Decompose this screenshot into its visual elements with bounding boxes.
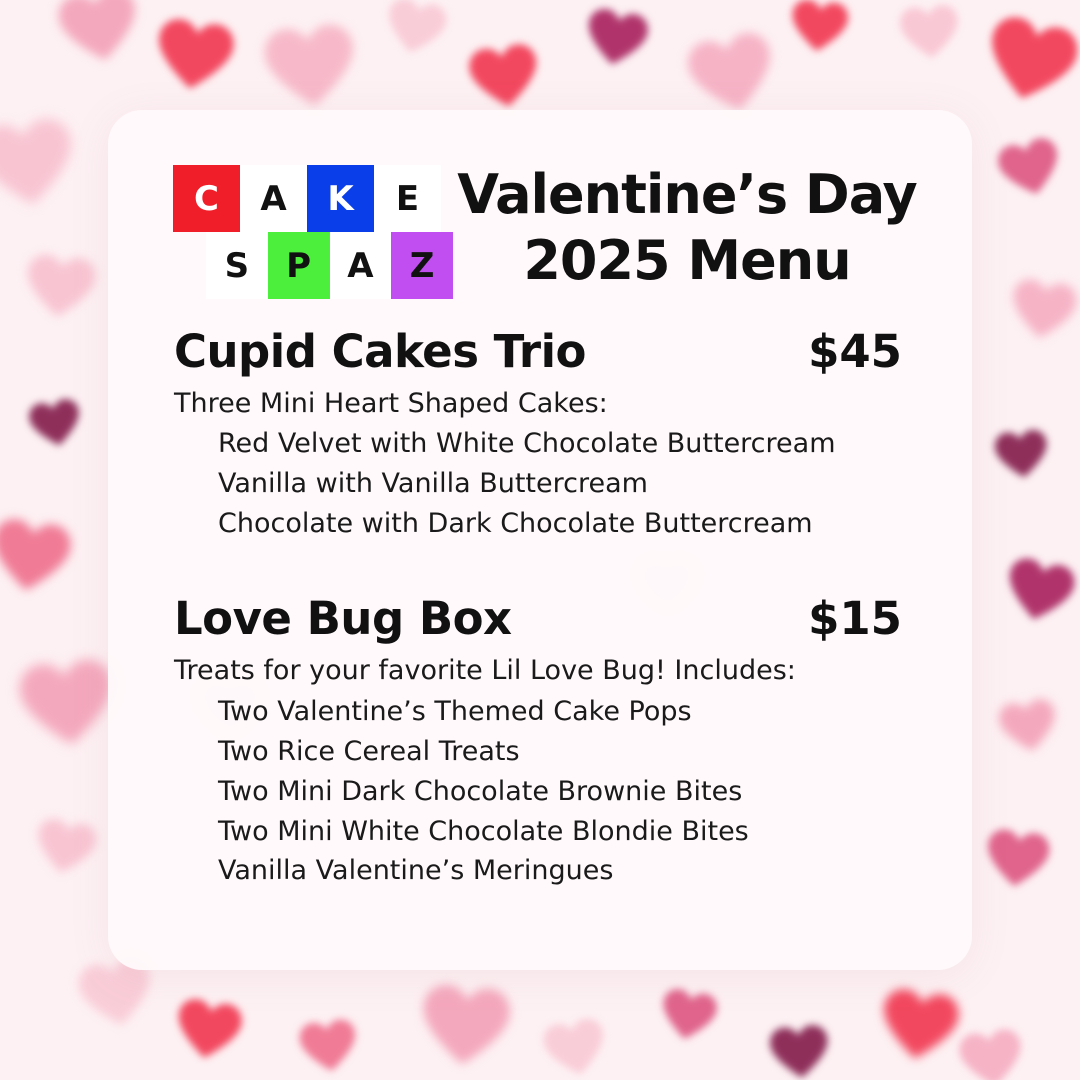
heart-icon: [540, 1015, 613, 1080]
menu-item-price: $45: [808, 325, 902, 378]
menu-item-header: [174, 592, 910, 645]
logo-tile-a-0-1: A: [240, 165, 307, 232]
heart-icon: [297, 1017, 362, 1080]
heart-icon: [30, 815, 100, 885]
menu-card: [108, 110, 972, 970]
heart-icon: [26, 396, 86, 456]
heart-icon: [656, 986, 721, 1051]
heart-icon: [170, 995, 246, 1071]
menu-item-subtitle: Three Mini Heart Shaped Cakes:: [174, 388, 608, 419]
list-item: Vanilla with Vanilla Buttercream: [218, 468, 648, 500]
heart-icon: [0, 515, 75, 605]
heart-icon: [992, 427, 1051, 486]
heart-icon: [981, 826, 1052, 897]
heart-icon: [54, 0, 147, 76]
heart-icon: [416, 981, 514, 1079]
heart-icon: [999, 554, 1080, 635]
list-item: Vanilla Valentine’s Meringues: [218, 855, 614, 887]
logo-tile-p-1-1: P: [268, 232, 330, 299]
logo-row-spaz: [206, 232, 453, 299]
heart-icon: [0, 114, 82, 222]
list-item: Chocolate with Dark Chocolate Buttercream: [218, 508, 813, 540]
heart-icon: [897, 2, 962, 67]
list-item: Two Mini Dark Chocolate Brownie Bites: [218, 775, 743, 807]
heart-icon: [22, 252, 99, 329]
title-line-1: Valentine’s Day: [457, 163, 917, 226]
heart-icon: [956, 1026, 1028, 1080]
menu-item-details: [174, 692, 910, 892]
heart-icon: [975, 10, 1080, 119]
logo-tile-a-1-2: A: [330, 232, 392, 299]
heart-icon: [767, 1022, 832, 1080]
list-item: Two Mini White Chocolate Blondie Bites: [218, 815, 749, 847]
menu-item-love-bug-box: [174, 592, 910, 891]
menu-item-header: [174, 325, 910, 378]
heart-icon: [150, 15, 238, 103]
card-header: [108, 110, 972, 310]
menu-list: [108, 325, 972, 921]
logo-tile-e-0-3: E: [374, 165, 441, 232]
menu-item-name: Cupid Cakes Trio: [174, 325, 586, 378]
menu-item-details: [174, 424, 910, 544]
logo-tile-z-1-3: Z: [391, 232, 453, 299]
heart-icon: [260, 20, 361, 121]
heart-icon: [379, 0, 450, 66]
list-item: Two Rice Cereal Treats: [218, 735, 520, 767]
heart-icon: [580, 5, 652, 77]
heart-icon: [875, 985, 963, 1073]
heart-icon: [15, 655, 121, 761]
cakespaz-logo: [173, 165, 453, 299]
logo-tile-c-0-0: C: [173, 165, 240, 232]
heart-icon: [465, 40, 544, 119]
menu-item-cupid-cakes-trio: [174, 325, 910, 544]
list-item: Two Valentine’s Themed Cake Pops: [218, 695, 692, 727]
heart-icon: [993, 133, 1068, 208]
menu-item-subtitle: Treats for your favorite Lil Love Bug! Includes:: [174, 655, 796, 687]
heart-icon: [787, 0, 851, 61]
page-title: [447, 162, 927, 294]
heart-icon: [996, 696, 1062, 762]
menu-item-price: $15: [808, 592, 902, 646]
title-line-2: 2025 Menu: [523, 228, 851, 292]
logo-tile-k-0-2: K: [307, 165, 374, 232]
heart-icon: [1006, 276, 1080, 351]
menu-item-name: Love Bug Box: [174, 592, 512, 646]
list-item: Red Velvet with White Chocolate Buttercream: [218, 428, 836, 460]
logo-tile-s-1-0: S: [206, 232, 268, 299]
logo-row-cake: [173, 165, 453, 232]
